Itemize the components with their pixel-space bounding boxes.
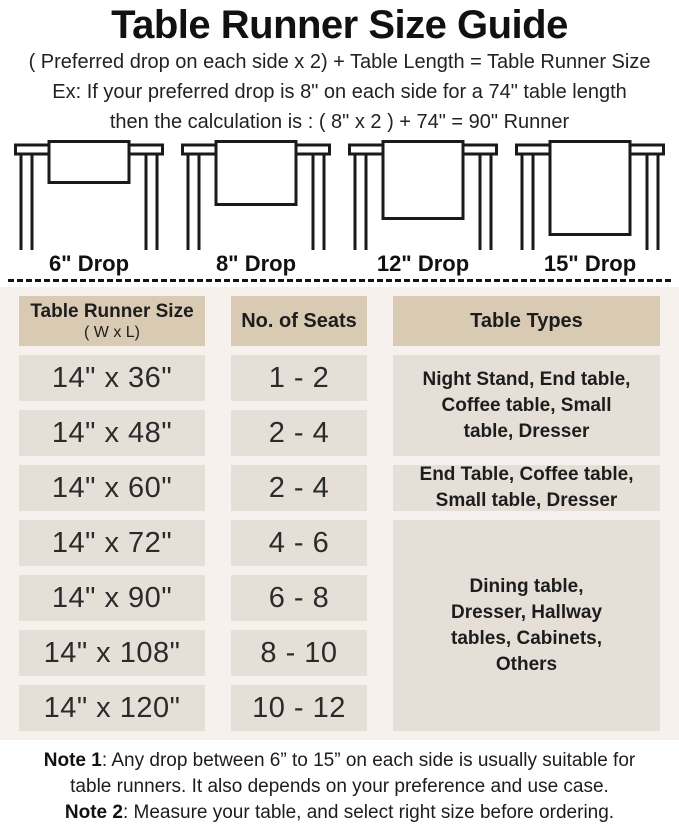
example-line-2: then the calculation is : ( 8" x 2 ) + 74" = 90" Runner [109,111,570,133]
table-illustration-8in [181,140,331,276]
table-illustration-15in [515,140,665,276]
size-cell [19,410,205,456]
size-table [0,296,679,731]
seats-value: 4 - 6 [268,526,330,559]
type-line: Night Stand, End table, [422,368,631,390]
note-2-line-1 [0,800,679,826]
formula-text: ( Preferred drop on each side x 2) + Table Length = Table Runner Size [28,51,651,73]
column-header-seats-label: No. of Seats [241,309,357,332]
type-line: Coffee table, Small [441,394,612,416]
column-header-size-line2: ( W x L) [84,323,140,341]
type-line: Others [495,653,558,675]
example-line-1: Ex: If your preferred drop is 8" on each side for a 74" table length [52,81,627,103]
seats-cell [231,685,367,731]
seats-cell [231,465,367,511]
note-1-line-1 [0,748,679,774]
seats-cell [231,630,367,676]
column-header-size-line1: Table Runner Size [30,300,194,322]
table-illustration-6in [14,140,164,276]
table-runner-diagram [348,140,498,250]
seats-value: 8 - 10 [260,636,338,669]
seats-value: 2 - 4 [268,416,330,449]
type-line: tables, Cabinets, [451,627,602,649]
size-table-section [0,287,679,740]
drop-label: 8" Drop [215,251,297,276]
size-value: 14" x 120" [43,691,181,724]
runner-shape [383,142,463,219]
size-value: 14" x 90" [51,581,173,614]
note-1-line-2: table runners. It also depends on your preference and use case. [70,776,609,797]
size-value: 14" x 108" [43,636,181,669]
seats-cell [231,410,367,456]
type-line: End Table, Coffee table, [419,464,634,485]
seats-value: 2 - 4 [268,471,330,504]
runner-shape [216,142,296,205]
size-value: 14" x 48" [51,416,173,449]
header-block [0,0,679,137]
size-cell [19,355,205,401]
type-line: Dresser, Hallway [450,601,603,623]
drop-label: 12" Drop [376,251,470,276]
type-cell-large-tables [393,520,660,731]
seats-value: 10 - 12 [252,691,346,724]
runner-shape [49,142,129,183]
seats-cell [231,355,367,401]
seats-value: 6 - 8 [268,581,330,614]
drop-label: 6" Drop [48,251,130,276]
table-illustration-12in [348,140,498,276]
type-line: table, Dresser [463,420,590,442]
type-cell-medium-tables [393,465,660,511]
table-runner-diagram [14,140,164,250]
drop-label: 15" Drop [543,251,637,276]
notes [0,748,679,826]
size-cell [19,575,205,621]
size-cell [19,520,205,566]
table-runner-diagram [181,140,331,250]
note-1-text: : Any drop between 6” to 15” on each side is usually suitable for [101,750,636,771]
seats-value: 1 - 2 [268,361,330,394]
seats-cell [231,575,367,621]
size-cell [19,465,205,511]
column-header-types [393,296,660,346]
seats-cell [231,520,367,566]
page-title: Table Runner Size Guide [111,3,568,47]
column-header-size [19,296,205,346]
type-cell-small-tables [393,355,660,456]
size-value: 14" x 72" [51,526,173,559]
note-2-label: Note 2 [64,802,123,823]
size-value: 14" x 36" [51,361,173,394]
type-line: Dining table, [469,575,584,597]
note-2-text: : Measure your table, and select right size before ordering. [122,802,615,823]
size-cell [19,685,205,731]
note-1-label: Note 1 [43,750,102,771]
dashed-divider [8,279,671,282]
size-value: 14" x 60" [51,471,173,504]
column-header-types-label: Table Types [470,309,583,332]
type-line: Small table, Dresser [435,490,618,511]
table-runner-diagram [515,140,665,250]
column-header-seats [231,296,367,346]
size-cell [19,630,205,676]
runner-shape [550,142,630,235]
illustrations-row [0,140,679,276]
